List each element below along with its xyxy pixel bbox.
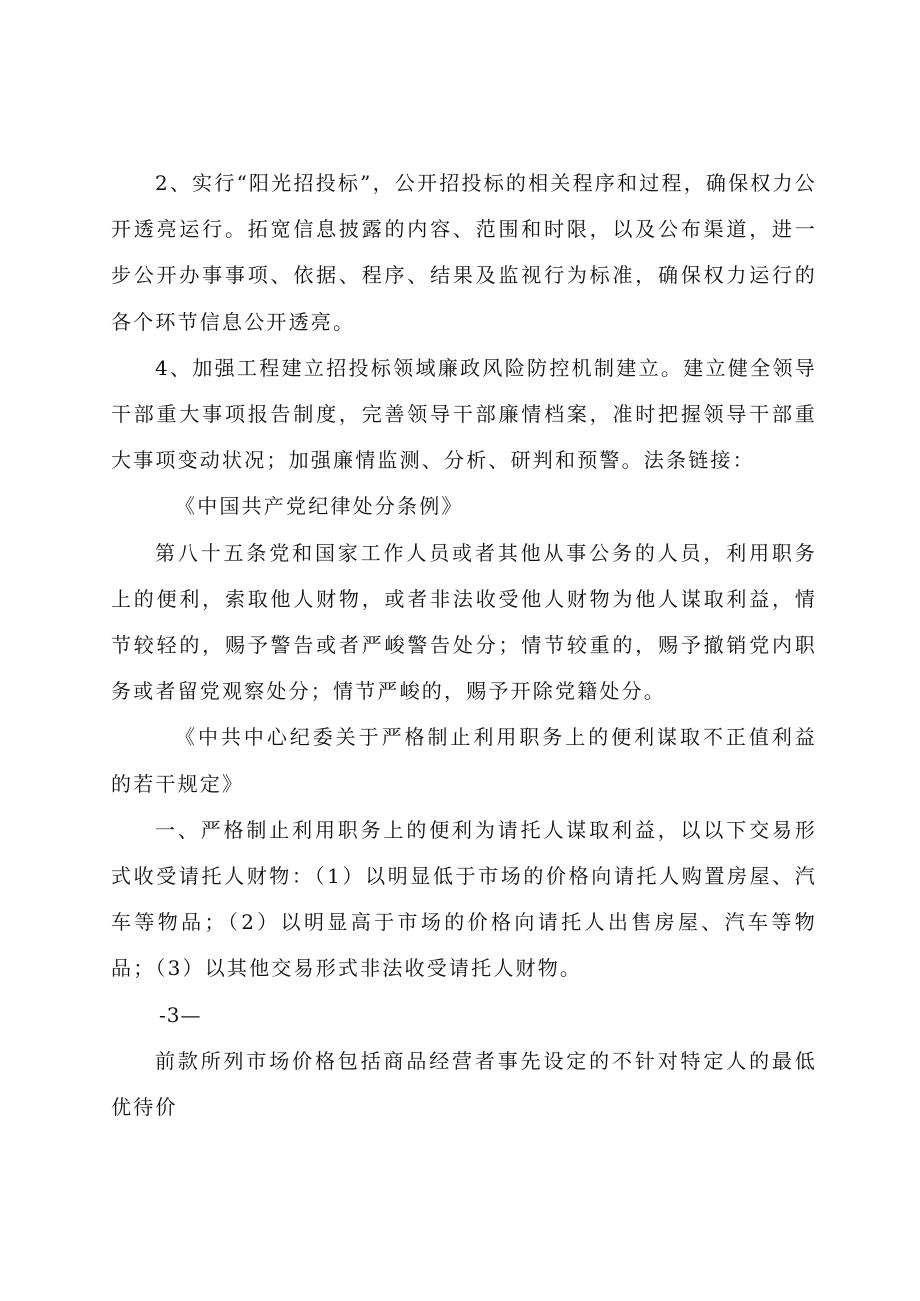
document-body xyxy=(111,160,817,1130)
paragraph-market-price: 前款所列市场价格包括商品经营者事先设定的不针对特定人的最低优待价 xyxy=(111,1048,817,1120)
paragraph-rule-one: 一、严格制止利用职务上的便利为请托人谋取利益，以以下交易形式收受请托人财物：（1）以明显低于市场的价格向请托人购置房屋、汽车等物品；（2）以明显高于市场的价格向请托人出售房屋、汽车等物品；（3）以其他交易形式非法收受请托人财物。 xyxy=(111,817,817,981)
regulation-title-discipline: 《中国共产党纪律处分条例》 xyxy=(175,494,464,519)
page-number: -3— xyxy=(159,1002,202,1027)
regulation-title-ccdi: 《中共中心纪委关于严格制止利用职务上的便利谋取不正值利益的若干规定》 xyxy=(111,725,817,796)
paragraph-risk-control: 4、加强工程建立招投标领域廉政风险防控机制建立。建立健全领导干部重大事项报告制度，完善领导干部廉情档案，准时把握领导干部重大事项变动状况；加强廉情监测、分析、研判和预警。法条链接： xyxy=(111,355,817,473)
paragraph-article-85: 第八十五条党和国家工作人员或者其他从事公务的人员，利用职务上的便利，索取他人财物，或者非法收受他人财物为他人谋取利益，情节较轻的，赐予警告或者严峻警告处分；情节较重的，赐予撤销党内职务或者留党观察处分；情节严峻的，赐予开除党籍处分。 xyxy=(111,540,817,704)
paragraph-sunshine-bidding: 2、实行“阳光招投标”，公开招投标的相关程序和过程，确保权力公开透亮运行。拓宽信息披露的内容、范围和时限，以及公布渠道，进一步公开办事事项、依据、程序、结果及监视行为标准，确保权力运行的各个环节信息公开透亮。 xyxy=(111,171,817,334)
